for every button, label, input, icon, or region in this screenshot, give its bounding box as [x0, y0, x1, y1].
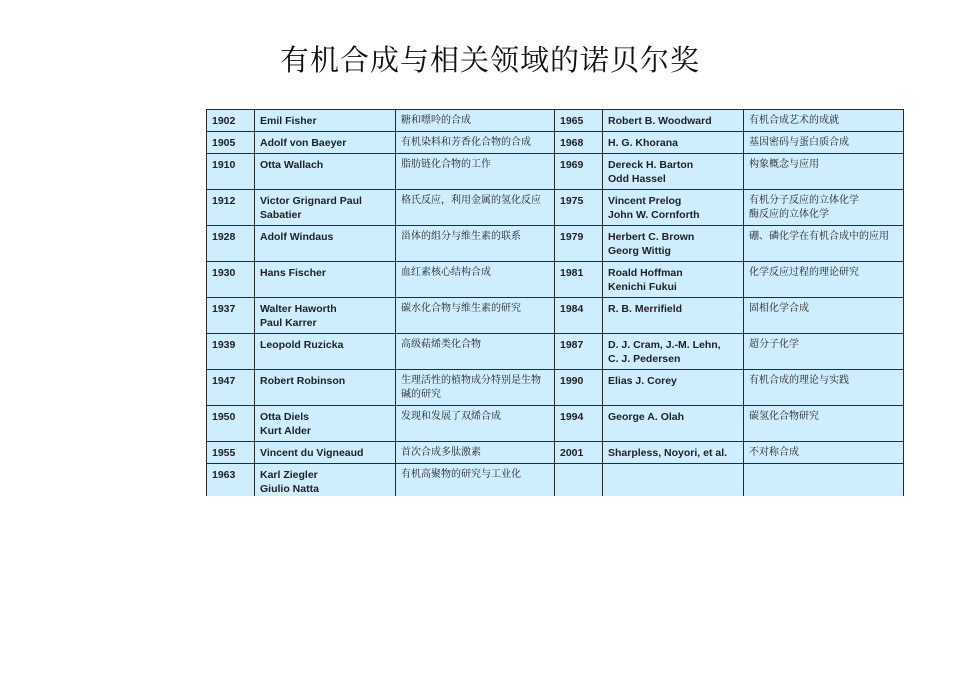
laureate-cell-text: [608, 468, 738, 496]
year-cell-text: 1968: [560, 137, 584, 149]
contribution-cell: [744, 464, 904, 497]
laureate-cell: [255, 154, 396, 190]
contribution-cell: [744, 406, 904, 442]
table-row: [207, 110, 904, 132]
year-cell: [555, 226, 603, 262]
contribution-cell: [396, 406, 555, 442]
contribution-cell-text: [749, 468, 898, 496]
contribution-cell: [396, 370, 555, 406]
year-cell-text: 1969: [560, 159, 584, 171]
table-row: [207, 262, 904, 298]
laureate-cell: [255, 442, 396, 464]
contribution-cell-text: 有机合成艺术的成就: [749, 115, 839, 126]
contribution-cell: [744, 190, 904, 226]
laureate-cell-text: Karl Ziegler Giulio Natta: [260, 469, 319, 495]
table-row: [207, 132, 904, 154]
laureate-cell: [603, 262, 744, 298]
year-cell: [207, 442, 255, 464]
laureate-cell-text: Herbert C. Brown Georg Wittig: [608, 231, 695, 257]
table-row: [207, 334, 904, 370]
contribution-cell-text: 有机高聚物的研究与工业化: [401, 469, 521, 480]
contribution-cell-text: 不对称合成: [749, 447, 799, 458]
table-row: [207, 464, 904, 497]
laureate-cell-text: Victor Grignard Paul Sabatier: [260, 195, 362, 221]
laureate-cell-text: Elias J. Corey: [608, 375, 677, 387]
contribution-cell-text: 基因密码与蛋白质合成: [749, 137, 849, 148]
year-cell: [207, 334, 255, 370]
contribution-cell-text: 脂肪链化合物的工作: [401, 159, 491, 170]
year-cell-text: [560, 468, 597, 496]
contribution-cell: [744, 370, 904, 406]
contribution-cell-text: 格氏反应，利用金属的氢化反应: [401, 195, 541, 206]
table-row: [207, 154, 904, 190]
laureate-cell-text: Roald Hoffman Kenichi Fukui: [608, 267, 683, 293]
year-cell: [555, 298, 603, 334]
laureate-cell-text: Vincent du Vigneaud: [260, 447, 364, 459]
contribution-cell: [744, 334, 904, 370]
contribution-cell: [396, 226, 555, 262]
contribution-cell: [396, 464, 555, 497]
year-cell-text: 1979: [560, 231, 584, 243]
contribution-cell-text: 固相化学合成: [749, 303, 809, 314]
year-cell-text: 1984: [560, 303, 584, 315]
laureate-cell-text: Vincent Prelog John W. Cornforth: [608, 195, 700, 221]
year-cell: [207, 190, 255, 226]
contribution-cell-text: 构象概念与应用: [749, 159, 819, 170]
year-cell-text: 1963: [212, 469, 236, 481]
contribution-cell: [396, 110, 555, 132]
year-cell: [207, 298, 255, 334]
table-row: [207, 226, 904, 262]
table-row: [207, 298, 904, 334]
contribution-cell-text: 有机合成的理论与实践: [749, 375, 849, 386]
laureate-cell: [255, 298, 396, 334]
contribution-cell: [744, 298, 904, 334]
year-cell: [555, 190, 603, 226]
contribution-cell: [396, 190, 555, 226]
contribution-cell-text: 碳氢化合物研究: [749, 411, 819, 422]
year-cell-text: 1910: [212, 159, 236, 171]
year-cell: [555, 406, 603, 442]
year-cell-text: 1994: [560, 411, 584, 423]
laureate-cell-text: Adolf von Baeyer: [260, 137, 347, 149]
year-cell: [207, 464, 255, 497]
laureate-cell: [603, 298, 744, 334]
laureate-cell: [255, 190, 396, 226]
laureate-cell-text: Otta Wallach: [260, 159, 324, 171]
year-cell-text: 1939: [212, 339, 236, 351]
laureate-cell: [255, 226, 396, 262]
year-cell-text: 1975: [560, 195, 584, 207]
table-row: [207, 370, 904, 406]
year-cell-text: 1950: [212, 411, 236, 423]
contribution-cell-text: 硼、磷化学在有机合成中的应用: [749, 231, 889, 242]
contribution-cell-text: 发现和发展了双烯合成: [401, 411, 501, 422]
year-cell-text: 1981: [560, 267, 584, 279]
laureate-cell-text: Emil Fisher: [260, 115, 317, 127]
year-cell: [555, 110, 603, 132]
laureate-cell-text: Hans Fischer: [260, 267, 326, 279]
laureate-cell: [603, 190, 744, 226]
contribution-cell: [744, 226, 904, 262]
laureate-cell-text: Robert B. Woodward: [608, 115, 712, 127]
year-cell: [555, 132, 603, 154]
year-cell-text: 1947: [212, 375, 236, 387]
nobel-prize-table: [206, 109, 904, 496]
laureate-cell: [603, 110, 744, 132]
laureate-cell: [255, 132, 396, 154]
year-cell: [207, 406, 255, 442]
year-cell: [555, 370, 603, 406]
contribution-cell: [396, 442, 555, 464]
laureate-cell: [603, 226, 744, 262]
laureate-cell-text: George A. Olah: [608, 411, 685, 423]
contribution-cell-text: 糖和嘌呤的合成: [401, 115, 471, 126]
laureate-cell-text: Sharpless, Noyori, et al.: [608, 447, 728, 459]
year-cell: [555, 464, 603, 497]
year-cell-text: 1965: [560, 115, 584, 127]
year-cell-text: 1930: [212, 267, 236, 279]
year-cell: [555, 442, 603, 464]
laureate-cell-text: Leopold Ruzicka: [260, 339, 344, 351]
laureate-cell: [255, 334, 396, 370]
year-cell: [555, 334, 603, 370]
laureate-cell: [255, 406, 396, 442]
contribution-cell-text: 高级萜烯类化合物: [401, 339, 481, 350]
laureate-cell: [603, 154, 744, 190]
contribution-cell: [396, 334, 555, 370]
contribution-cell-text: 碳水化合物与维生素的研究: [401, 303, 521, 314]
year-cell: [207, 110, 255, 132]
year-cell-text: 2001: [560, 447, 584, 459]
contribution-cell-text: 有机染料和芳香化合物的合成: [401, 137, 531, 148]
year-cell-text: 1928: [212, 231, 236, 243]
laureate-cell: [255, 110, 396, 132]
year-cell: [207, 132, 255, 154]
contribution-cell-text: 化学反应过程的理论研究: [749, 267, 859, 278]
table-row: [207, 442, 904, 464]
laureate-cell: [255, 464, 396, 497]
laureate-cell: [255, 262, 396, 298]
laureate-cell-text: Otta Diels Kurt Alder: [260, 411, 311, 437]
laureate-cell: [603, 370, 744, 406]
laureate-cell-text: Dereck H. Barton Odd Hassel: [608, 159, 694, 185]
laureate-cell-text: R. B. Merrifield: [608, 303, 683, 315]
contribution-cell: [396, 132, 555, 154]
contribution-cell-text: 甾体的组分与维生素的联系: [401, 231, 521, 242]
contribution-cell-text: 血红素核心结构合成: [401, 267, 491, 278]
contribution-cell-text: 有机分子反应的立体化学 酶反应的立体化学: [749, 195, 859, 220]
year-cell: [207, 370, 255, 406]
laureate-cell-text: Walter Haworth Paul Karrer: [260, 303, 337, 329]
laureate-cell: [603, 464, 744, 497]
laureate-cell: [603, 334, 744, 370]
laureate-cell: [603, 406, 744, 442]
page-title: 有机合成与相关领域的诺贝尔奖: [279, 43, 700, 77]
year-cell: [555, 262, 603, 298]
year-cell-text: 1990: [560, 375, 584, 387]
contribution-cell: [396, 154, 555, 190]
laureate-cell: [255, 370, 396, 406]
year-cell: [207, 262, 255, 298]
contribution-cell: [744, 154, 904, 190]
contribution-cell: [396, 298, 555, 334]
laureate-cell: [603, 442, 744, 464]
contribution-cell: [744, 132, 904, 154]
contribution-cell-text: 生理活性的植物成分特别是生物碱的研究: [401, 375, 541, 400]
contribution-cell: [396, 262, 555, 298]
laureate-cell-text: D. J. Cram, J.-M. Lehn, C. J. Pedersen: [608, 339, 721, 365]
laureate-cell-text: Robert Robinson: [260, 375, 346, 387]
year-cell-text: 1987: [560, 339, 584, 351]
contribution-cell: [744, 110, 904, 132]
laureate-cell-text: H. G. Khorana: [608, 137, 679, 149]
year-cell-text: 1912: [212, 195, 236, 207]
year-cell: [555, 154, 603, 190]
laureate-cell: [603, 132, 744, 154]
table-row: [207, 190, 904, 226]
year-cell-text: 1905: [212, 137, 236, 149]
year-cell: [207, 154, 255, 190]
laureate-cell-text: Adolf Windaus: [260, 231, 334, 243]
contribution-cell-text: 超分子化学: [749, 339, 799, 350]
table-row: [207, 406, 904, 442]
year-cell-text: 1902: [212, 115, 236, 127]
contribution-cell: [744, 442, 904, 464]
year-cell: [207, 226, 255, 262]
year-cell-text: 1955: [212, 447, 236, 459]
contribution-cell: [744, 262, 904, 298]
contribution-cell-text: 首次合成多肽激素: [401, 447, 481, 458]
year-cell-text: 1937: [212, 303, 236, 315]
